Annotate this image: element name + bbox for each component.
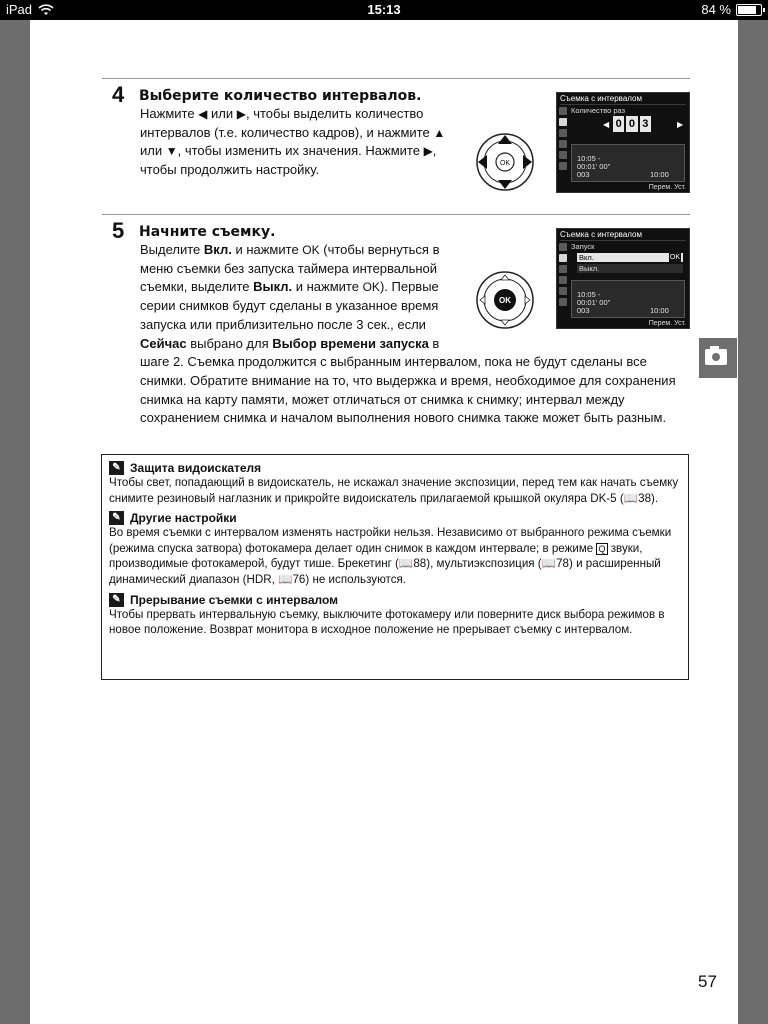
- right-arrow-glyph-2: ▶: [423, 144, 433, 159]
- pencil-icon: ✎: [109, 593, 124, 607]
- shoot-menu-icon: [559, 118, 567, 126]
- camera-screen-title-2: Съемка с интервалом: [560, 230, 686, 241]
- retouch-menu-icon: [559, 151, 567, 159]
- step-5-title: Начните съемку.: [139, 224, 276, 240]
- camera-menu-icons-2: [559, 243, 568, 318]
- ok-button-glyph-2: OK: [362, 280, 380, 295]
- page-ref-link[interactable]: 88: [413, 557, 427, 571]
- note-text-interrupt: Чтобы прервать интервальную съемку, выключите фотокамеру или поверните диск выбора режимов в новое положение. Возврат монитора в исходное положение не прерывает съемку с интервалом.: [109, 607, 665, 637]
- battery-icon: [736, 4, 762, 16]
- step-4-text: Нажмите ◀ или ▶, чтобы выделить количество интервалов (т.е. количество кадров), и нажмите ▲ или ▼, чтобы изменить их значения. Нажмите ▶, чтобы продолжить настройку.: [140, 106, 446, 178]
- page-number: 57: [698, 972, 717, 991]
- battery-fill: [738, 6, 756, 14]
- step-5-number: 5: [112, 218, 125, 243]
- book-icon: 📖: [278, 572, 293, 586]
- recent-menu-icon: [559, 162, 567, 170]
- camera-screen-footer-2: Перем. Уст.: [648, 320, 686, 327]
- camera-info-box-2: 10:05 - 00:01' 00" 003 10:00: [571, 280, 685, 318]
- camera-screen-step4: [556, 92, 690, 193]
- status-right: [701, 2, 762, 17]
- shoot-menu-icon: [559, 254, 567, 262]
- retouch-menu-icon: [559, 287, 567, 295]
- step-5-text: Выделите Вкл. и нажмите OK (чтобы вернуться в меню съемки без запуска таймера интервальной съемки, выделите Выкл. и нажмите OK). Первые серии снимков будут сделаны в указанное время запуска или приблизительно после 3 сек., если Сейчас выбрано для Выбор времени запуска в шаге 2. Съемка продолжится с выбранным интервалом, пока не будут сделаны все снимки. Обратите внимание на то, что выдержка и время, необходимое для сохранения снимка на карту памяти, может отличаться от снимка к снимку; интервал между сохранением снимка и началом выполнения нового снимка также может быть разным.: [140, 242, 676, 426]
- camera-screen-footer: Перем. Уст.: [648, 184, 686, 191]
- ok-button-dial-icon: [475, 270, 535, 330]
- option-off[interactable]: Выкл.: [577, 264, 683, 273]
- ok-badge: OK: [669, 254, 680, 261]
- ok-button-glyph: OK: [302, 243, 320, 257]
- book-icon: 📖: [623, 491, 639, 505]
- camera-screen-title: Съемка с интервалом: [560, 94, 686, 105]
- setup-menu-icon: [559, 140, 567, 148]
- section-tab-shooting[interactable]: [699, 338, 737, 378]
- camera-screen-subtitle-2: Запуск: [571, 242, 595, 251]
- custom-menu-icon: [559, 265, 567, 273]
- note-title-settings: ✎ Другие настройки: [109, 511, 682, 525]
- note-title-viewfinder: ✎ Защита видоискателя: [109, 461, 682, 475]
- note-title-interrupt: ✎ Прерывание съемки с интервалом: [109, 593, 682, 607]
- book-icon: 📖: [541, 557, 557, 571]
- note-text-viewfinder: Чтобы свет, попадающий в видоискатель, не искажал значение экспозиции, перед тем как начать съемку снимите резиновый наглазник и прикройте видоискатель прилагаемой крышкой окуляра DK-5 (📖38).: [109, 476, 679, 505]
- play-menu-icon: [559, 107, 567, 115]
- camera-screen-step5: [556, 228, 690, 329]
- multi-selector-icon: [475, 132, 535, 192]
- camera-left-arrow-icon: ◀: [603, 120, 610, 129]
- camera-screen-subtitle: Количество раз: [571, 106, 626, 115]
- page-ref-link[interactable]: 78: [556, 557, 570, 571]
- custom-menu-icon: [559, 129, 567, 137]
- camera-info-box: 10:05 - 00:01' 00" 003 10:00: [571, 144, 685, 182]
- up-arrow-glyph: ▲: [433, 125, 446, 140]
- dial-ok-label: OK: [499, 160, 511, 167]
- divider-top: [102, 78, 690, 79]
- recent-menu-icon: [559, 298, 567, 306]
- right-arrow-glyph: ▶: [236, 107, 246, 121]
- pencil-icon: ✎: [109, 461, 124, 475]
- quiet-mode-icon: Q: [598, 543, 606, 554]
- down-arrow-glyph: ▼: [165, 144, 178, 159]
- camera-menu-icons: [559, 107, 568, 182]
- pencil-icon: ✎: [109, 511, 124, 525]
- device-name: iPad: [6, 2, 33, 17]
- play-menu-icon: [559, 243, 567, 251]
- book-icon: 📖: [398, 557, 414, 571]
- page-ref-link[interactable]: 76: [292, 572, 306, 586]
- status-time: 15:13: [367, 2, 401, 17]
- page-ref-link[interactable]: 38: [638, 491, 652, 505]
- step-4-number: 4: [112, 82, 125, 107]
- option-on[interactable]: Вкл. OK: [577, 253, 683, 262]
- left-arrow-glyph: ◀: [198, 107, 208, 121]
- step-4-title: Выберите количество интервалов.: [139, 88, 422, 104]
- status-bar: [0, 0, 768, 20]
- dial2-ok-label: OK: [499, 296, 511, 305]
- book-page[interactable]: [30, 20, 738, 1024]
- camera-right-arrow-icon: ▶: [677, 120, 684, 129]
- note-text-settings: Во время съемки с интервалом изменять настройки нельзя. Независимо от выбранного режима съемки (режима спуска затвора) фотокамера делает один снимок в каждом интервале; в режиме Q звуки, производимые фотокамерой, будут тише. Брекетинг (📖88), мультиэкспозиция (📖78) и расширенный динамический диапазон (HDR, 📖76) не используются.: [109, 526, 672, 586]
- notes-box: [101, 454, 689, 680]
- interval-count-field[interactable]: 0 0 3: [613, 116, 651, 132]
- divider-middle: [102, 214, 690, 215]
- setup-menu-icon: [559, 276, 567, 284]
- camera-icon: [705, 349, 727, 365]
- battery-percent: 84 %: [701, 2, 731, 17]
